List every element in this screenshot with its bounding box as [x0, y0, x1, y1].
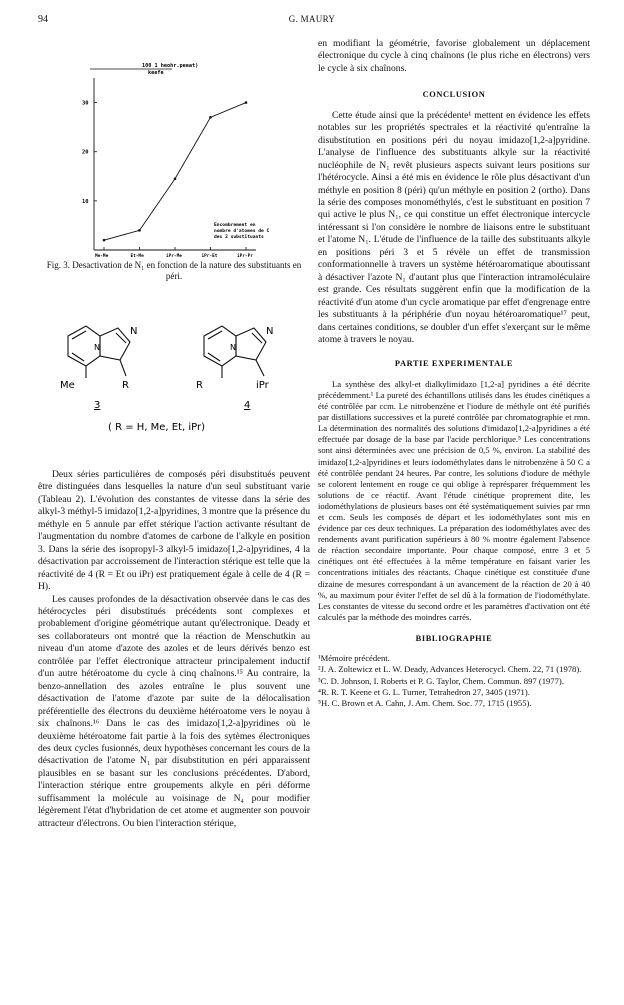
experimental-heading: PARTIE EXPERIMENTALE [394, 359, 514, 369]
data-point [174, 177, 177, 180]
data-point [245, 101, 248, 104]
reference-item: ¹Mémoire précédent. [318, 653, 390, 664]
n-label-left-top: N [130, 326, 138, 337]
substituent-r-right: R [196, 380, 203, 391]
x-tick-label: iPr-Pr [237, 254, 253, 259]
chemical-structures [38, 298, 310, 463]
compound-label-3: 3 [94, 400, 101, 411]
bibliography-heading: BIBLIOGRAPHIE [415, 633, 493, 643]
x-tick-label: iPr-Et [201, 254, 218, 259]
experimental-paragraph: La synthèse des alkyl-et dialkylimidazo [1,2-a] pyridines a été décrite précédemment.¹ La pureté des échantillons utilisés dans les études cinétiques a été contrôlée par ccm. Le nitrobenzène et l'iodure de méthyle ont été purifiés par distillations successives et la pureté contrôlée par chromatographie et rmn. La détermination des normalités des solutions d'imidazo[1,2-a]pyridines a été effectuée par dosage de la base par l'acide perchlorique.⁵ Les concentrations sont ainsi déterminées avec une précision de 0,5 %, environ. La stabilité des imidazo[1,2-a]pyridines et leurs iodométhylates dans le nitrobenzène à 50 C a été contrôlée pendant 24 heures. Par contre, les solutions d'iodure de méthyle se colorent lentement en rouge ce qui oblige à représparer fréquemment les solutions de ce réactif. Avant l'étude cinétique proprement dite, les iodométhylations de plusieurs bases ont été systématiquement suivies par rmn et ccm. Seuls les composés de départ et les iodométhylates sont mis en évidence par ces deux techniques. La préparation des iodométhylates avec des rendements avant purification supérieurs à 80 % montre également l'absence de réaction secondaire importante. Pour chaque composé, entre 3 et 5 cinétiques ont été effectuées à la même température en faisant varier les concentrations initiales des réactants. Chaque cinétique est constituée d'une dizaine de mesures correspondant à un avancement de la réaction de 20 à 40 %, au maximum pour éviter l'effet de sel dû à la formation de l'iodométhylate. Les constantes de vitesse du second ordre et les paramètres d'activation ont été calculés par la méthode des moindres carrés. [318, 378, 590, 622]
page-number: 94 [38, 14, 48, 25]
reference-item: ³C. D. Johnson, I. Roberts et P. G. Taylor, Chem. Commun. 897 (1977). [318, 675, 564, 686]
x-tick-label: Me-Me [95, 254, 109, 259]
figure-3 [38, 38, 310, 259]
structures-drawing [38, 298, 310, 463]
substituent-ipr: iPr [256, 380, 269, 391]
y-tick-label: 20 [82, 149, 89, 156]
five-ring-left [100, 328, 130, 360]
left-paragraph-1: Deux séries particulières de composés péri disubstitués peuvent être distinguées dans lesquelles la nature d'un seul substituant varie (Tableau 2). L'évolution des constantes de vitesse dans la série des alkyl-3 méthyl-5 imidazo[1,2-a]pyridines, 3 montre que la présence du méthyle en 5 annule par effet stérique l'action activante résultant de l'augmentation du nombre d'atomes de carbone de l'alkyle en position 3. Dans la série des isopropyl-3 alkyl-5 imidazo[1,2-a]pyridines, 4 la désactivation par accroissement de l'interaction stérique est telle que la réactivité de 4 (R = Et ou iPr) est pratiquement égale à celle de 4 (R = H). [38, 469, 310, 593]
data-line [104, 103, 246, 241]
x-tick-label: iPr-Me [166, 254, 182, 259]
legend-line-2: keefe [148, 70, 164, 76]
page-header [38, 14, 586, 28]
five-ring-right [236, 328, 266, 360]
x-axis [94, 247, 256, 259]
reference-item: ²J. A. Zoltewicz et L. W. Deady, Advances Heterocycl. Chem. 22, 71 (1978). [318, 664, 582, 675]
substituent-r-left: R [122, 380, 129, 391]
running-head: G. MAURY [288, 14, 336, 24]
reference-list [318, 653, 590, 708]
x-tick-label: Et-Me [130, 254, 144, 259]
r-definition: ( R = H, Me, Et, iPr) [108, 422, 206, 433]
data-point [209, 116, 212, 119]
n-label-left-bridge: N [94, 343, 100, 352]
legend-line-1: 100 1 heohr.peeat) [142, 63, 199, 69]
inset-label-line-2: nombre d'atomes de C [214, 229, 270, 234]
y-tick-label: 10 [82, 198, 89, 205]
n-label-right-bridge: N [230, 343, 236, 352]
right-column [318, 38, 590, 709]
figure-3-caption: Fig. 3. Desactivation de N₁ en fonction de la nature des substituants en péri. [46, 260, 302, 281]
left-column [38, 38, 310, 830]
right-paragraph-0: en modifiant la géométrie, favorise globalement un déplacement électronique du cycle à cinq chaînons (le plus riche en électrons) vers le cycle à six chaînons. [318, 38, 590, 74]
n-label-right-top: N [266, 326, 274, 337]
data-point [138, 229, 141, 232]
reference-item: ⁵H. C. Brown et A. Cahn, J. Am. Chem. Soc. 77, 1715 (1955). [318, 697, 532, 708]
reference-item: ⁴R. R. T. Keene et G. L. Turner, Tetrahedron 27, 3405 (1971). [318, 686, 530, 697]
inset-label-line-3: des 2 substituants [214, 235, 264, 240]
figure-3-chart [38, 38, 310, 259]
substituent-me: Me [60, 380, 75, 391]
data-point [103, 239, 106, 242]
conclusion-heading: CONCLUSION [422, 90, 486, 100]
compound-label-4: 4 [244, 400, 251, 411]
left-paragraph-2: Les causes profondes de la désactivation observée dans le cas des hétérocycles péri disubstitués précédents sont complexes et probablement d'origine géométrique autant qu'électronique. Deady et ses collaborateurs ont montré que la réaction de Menschutkin au niveau d'un atome d'azote des azoles et de leurs dérivés benzo est contrôlée par l'effet électronique attracteur principalement inductif d'un autre hétéroatome du cycle à cinq chaînons.¹⁵ Au contraire, la benzo-annellation des azoles entraîne le plus souvent une désactivation de l'atome d'azote par suite de la délocalisation préférentielle des électrons du deuxième hétéroatome vers le noyau à six chaînons.¹⁶ Dans le cas des imidazo[1,2-a]pyridines où le deuxième hétéroatome fait partie à la fois des sytèmes électroniques des deux cycles fusionnés, deux hypothèses concernant les cours de la désactivation de l'atome N₁ par disubstitution en péri apparaissent plausibles en se basant sur les conclusions précédentes. D'abord, l'interaction stérique entre groupements alkyle en péri déforme suffisamment la molécule au voisinage de N₄ pour modifier légèrement l'état d'hybridation de cet atome et augmenter son pouvoir attracteur d'électrons. Ou bien l'interaction stérique, [38, 593, 310, 829]
inset-label-line-1: Encombrement en [214, 223, 256, 228]
conclusion-paragraph: Cette étude ainsi que la précédente¹ mettent en évidence les effets notables sur les propriétés spectrales et la réactivité qu'entraîne la disubstitution en positions péri du noyau imidazo[1,2-a]pyridine. L'analyse de l'influence des substituants alkyle sur la réactivité nucléophile de N₁ revêt plusieurs aspects suivant leurs positions sur l'hétérocycle. Ainsi a été mis en évidence le rôle plus désactivant d'un méthyle en position 8 (péri) qu'un méthyle en position 2 (ortho). Dans la série des composes monométhylés, c'est le substituant en position 7 qui active le plus N₁, ce qui constitue un effet électronique intercycle intéressant si l'on considère le nombre de liaisons entre le substituant et l'atome N₁. L'étude de l'influence de la taille des substituants alkyle en positions péri 3 et 5 révèle un effet de transmission conformationnelle à travers un système hétéroaromatique aboutissant à désactiver l'azote N₁ d'autant plus que l'interaction intramoléculaire est grande. Ces résultats suggèrent enfin que la modification de la réactivité d'un atome d'un cycle aromatique par effet d'engrenage entre les substituants à la périphérie d'un noyau hétéroaromatique¹⁷ peut, dans certaines conditions, se doubler d'un effet s'exerçant sur le même atome à travers le noyau. [318, 109, 590, 345]
y-axis [82, 78, 97, 250]
series-line [103, 101, 248, 241]
y-tick-label: 30 [82, 100, 89, 107]
